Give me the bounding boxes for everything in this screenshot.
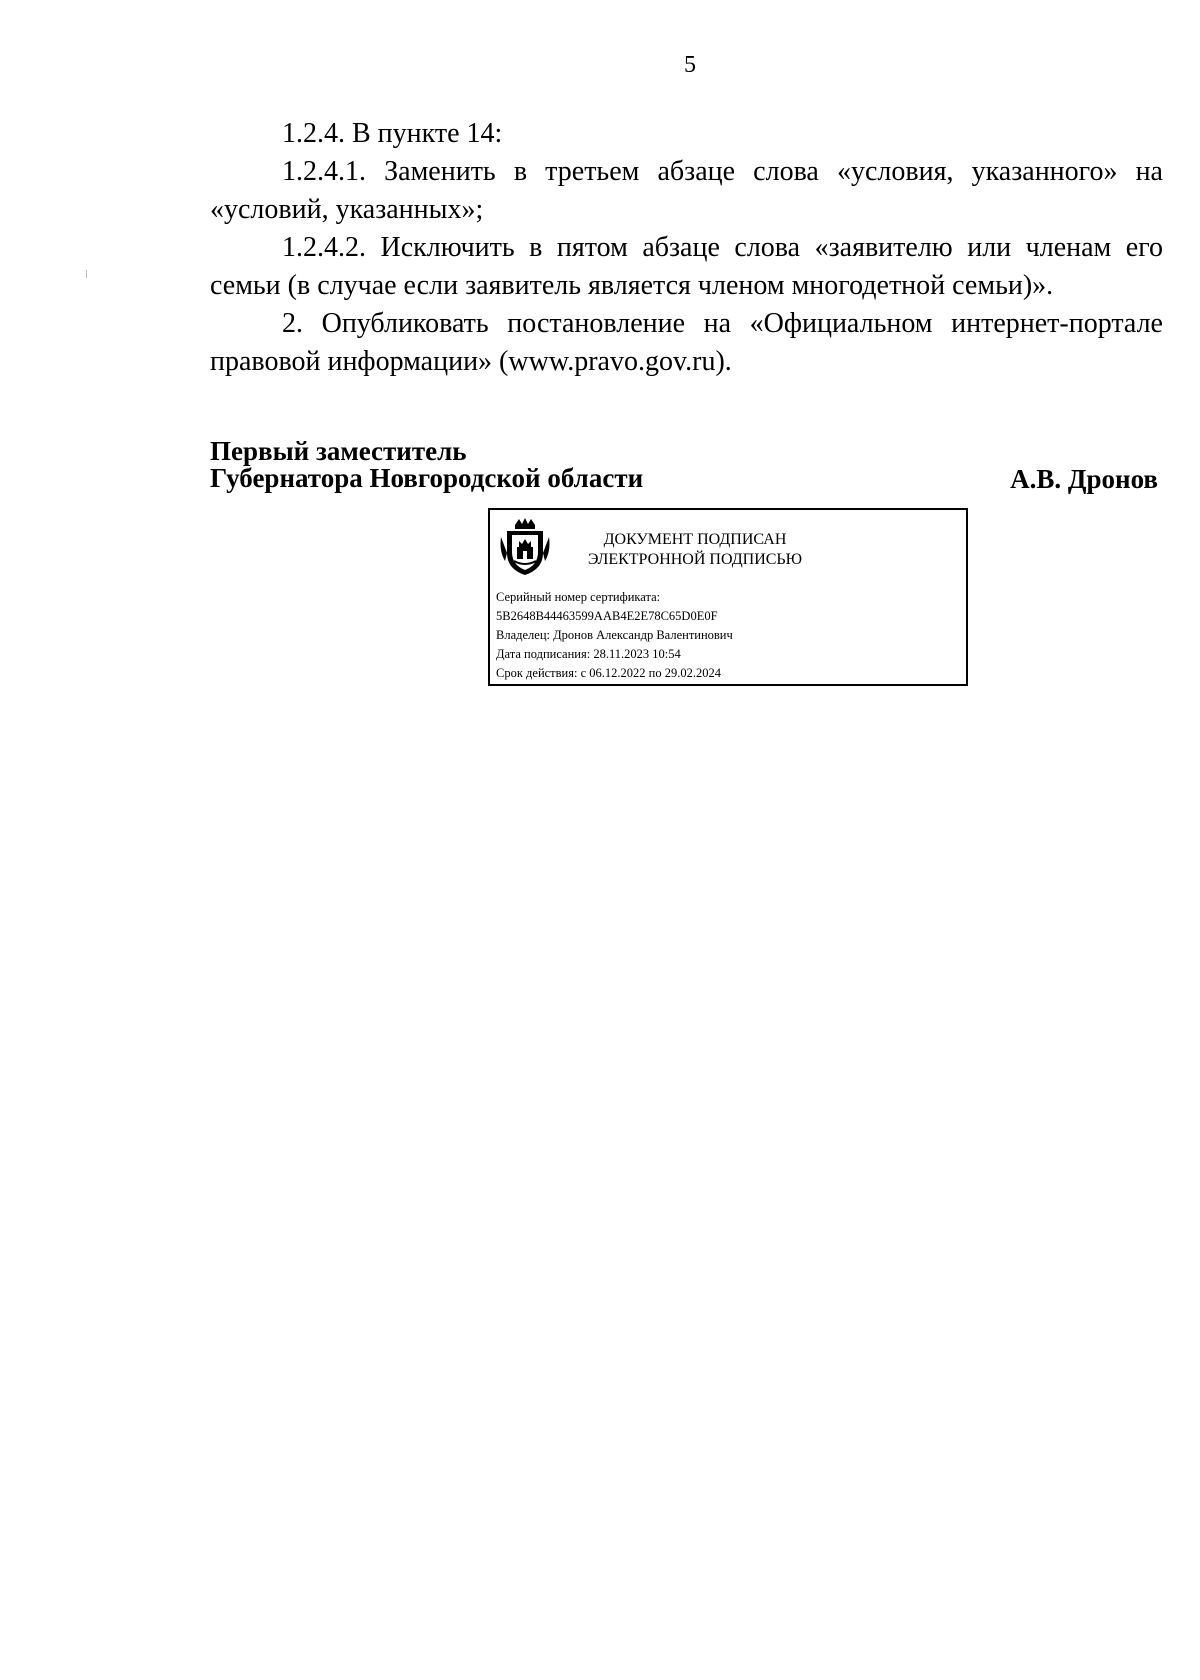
paragraph-1-2-4-1: 1.2.4.1. Заменить в третьем абзаце слова «условия, указанного» на «условий, указанных»; (210, 156, 1163, 225)
certificate-details (496, 588, 733, 683)
stamp-title-line-2: ЭЛЕКТРОННОЙ ПОДПИСЬЮ (587, 551, 803, 568)
margin-mark (86, 270, 87, 278)
signatory-position-line-1: Первый заместитель (210, 436, 467, 466)
document-body (210, 115, 1163, 381)
certificate-validity: Срок действия: с 06.12.2022 по 29.02.2024 (496, 666, 721, 680)
signatory-position-line-2: Губернатора Новгородской области (210, 463, 644, 493)
serial-label: Серийный номер сертификата: (496, 590, 661, 604)
page-number: 5 (684, 52, 696, 78)
coat-of-arms-icon (499, 517, 551, 577)
signatory-name: А.В. Дронов (1010, 464, 1158, 494)
paragraph-1-2-4: 1.2.4. В пункте 14: (282, 118, 503, 149)
stamp-title (575, 530, 815, 570)
stamp-title-line-1: ДОКУМЕНТ ПОДПИСАН (603, 531, 787, 548)
paragraph-1-2-4-2: 1.2.4.2. Исключить в пятом абзаце слова «заявителю или членам его семьи (в случае если заявитель является членом многодетной семьи)». (210, 232, 1163, 301)
paragraph-2: 2. Опубликовать постановление на «Официальном интернет-портале правовой информации» (www.pravo.gov.ru). (210, 308, 1163, 377)
signing-date: Дата подписания: 28.11.2023 10:54 (496, 647, 681, 661)
serial-value: 5B2648B44463599AAB4E2E78C65D0E0F (496, 609, 718, 623)
electronic-signature-stamp (488, 508, 968, 686)
certificate-owner: Владелец: Дронов Александр Валентинович (496, 628, 733, 642)
signatory-position (210, 438, 643, 492)
